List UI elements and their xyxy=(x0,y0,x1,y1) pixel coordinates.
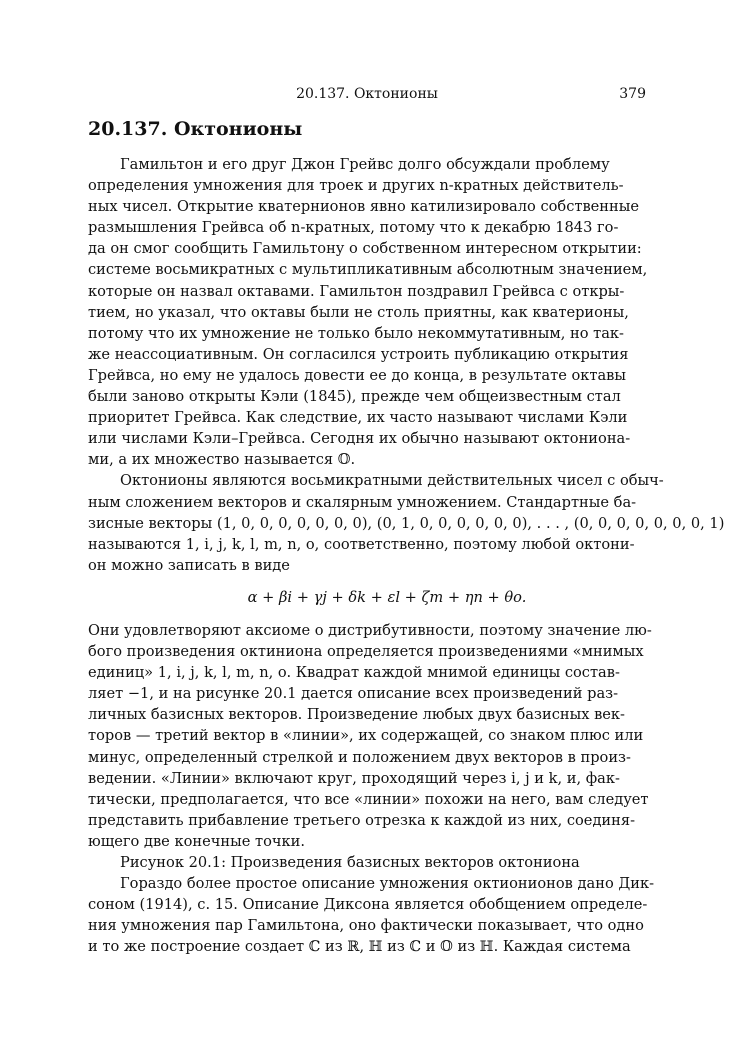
text-line: представить прибавление третьего отрезка к каждой из них, соединя- xyxy=(88,811,636,829)
text-line: тием, но указал, что октавы были не столь приятны, как кватерионы, xyxy=(88,303,629,321)
text-line: да он смог сообщить Гамильтону о собственном интересном открытии: xyxy=(88,240,642,258)
text-line: которые он назвал октавами. Гамильтон поздравил Грейвса с откры- xyxy=(88,282,625,300)
text-line: ми, а их множество называется 𝕆. xyxy=(88,451,356,469)
text-line: минус, определенный стрелкой и положением двух векторов в произ- xyxy=(88,748,631,766)
text-line: тически, предполагается, что все «линии» похожи на него, вам следует xyxy=(88,790,649,808)
text-line: соном (1914), с. 15. Описание Диксона является обобщением определе- xyxy=(88,896,648,914)
text-line: ляет −1, и на рисунке 20.1 дается описание всех произведений раз- xyxy=(88,685,619,703)
text-line: бого произведения октиниона определяется произведениями «мнимых xyxy=(88,643,644,661)
text-line: приоритет Грейвса. Как следствие, их часто называют числами Кэли xyxy=(88,409,628,427)
figure-caption: Рисунок 20.1: Произведения базисных векторов октониона xyxy=(120,854,580,871)
text-line: Грейвса, но ему не удалось довести ее до конца, в результате октавы xyxy=(88,366,626,384)
text-line: ных чисел. Открытие кватернионов явно катилизировало собственные xyxy=(88,198,640,216)
paragraph-4 xyxy=(88,873,655,957)
text-line: Октонионы являются восьмикратными действительных чисел с обыч- xyxy=(120,472,664,490)
paragraph-2 xyxy=(88,470,725,575)
text-line: были заново открыты Кэли (1845), прежде чем общеизвестным стал xyxy=(88,388,621,406)
text-line: ведении. «Линии» включают круг, проходящий через i, j и k, и, фак- xyxy=(88,769,620,787)
text-line: ющего две конечные точки. xyxy=(88,832,305,850)
running-title: 20.137. Октонионы xyxy=(296,86,438,102)
body-text xyxy=(88,154,725,957)
text-line: потому что их умножение не только было некоммутативным, но так- xyxy=(88,324,624,342)
text-line: торов — третий вектор в «линии», их содержащей, со знаком плюс или xyxy=(88,727,644,745)
text-line: ния умножения пар Гамильтона, оно фактически показывает, что одно xyxy=(88,917,644,935)
text-line: единиц» 1, i, j, k, l, m, n, o. Квадрат каждой мнимой единицы состав- xyxy=(88,664,620,682)
text-line: Гораздо более простое описание умножения октионионов дано Дик- xyxy=(120,875,655,893)
running-header xyxy=(88,86,646,106)
text-line: Гамильтон и его друг Джон Грейвс долго обсуждали проблему xyxy=(120,156,610,173)
text-line: зисные векторы (1, 0, 0, 0, 0, 0, 0, 0), (0, 1, 0, 0, 0, 0, 0, 0), . . . , (0, 0, 0, 0, 0, 0, 0, 1) xyxy=(88,514,725,532)
text-line: и то же построение создает ℂ из ℝ, ℍ из ℂ и 𝕆 из ℍ. Каждая система xyxy=(88,938,631,956)
paragraph-1 xyxy=(88,154,646,470)
paragraph-3 xyxy=(88,620,652,852)
text-line: ным сложением векторов и скалярным умножением. Стандартные ба- xyxy=(88,493,637,511)
text-line: он можно записать в виде xyxy=(88,556,290,574)
text-line: Они удовлетворяют аксиоме о дистрибутивности, поэтому значение лю- xyxy=(88,621,652,639)
text-line: размышления Грейвса об n-кратных, потому что к декабрю 1843 го- xyxy=(88,219,619,237)
text-line: или числами Кэли–Грейвса. Сегодня их обычно называют октониона- xyxy=(88,430,631,448)
text-line: системе восьмикратных с мультипликативным абсолютным значением, xyxy=(88,261,648,279)
text-line: называются 1, i, j, k, l, m, n, o, соответственно, поэтому любой октони- xyxy=(88,535,635,553)
text-line: личных базисных векторов. Произведение любых двух базисных век- xyxy=(88,706,625,724)
page-number: 379 xyxy=(619,86,646,102)
text-line: определения умножения для троек и других n-кратных действитель- xyxy=(88,177,624,195)
text-line: же неассоциативным. Он согласился устроить публикацию открытия xyxy=(88,345,629,363)
section-title: 20.137. Октонионы xyxy=(88,118,303,140)
display-formula: α + βi + γj + δk + εl + ζm + ηn + θo. xyxy=(247,588,527,606)
